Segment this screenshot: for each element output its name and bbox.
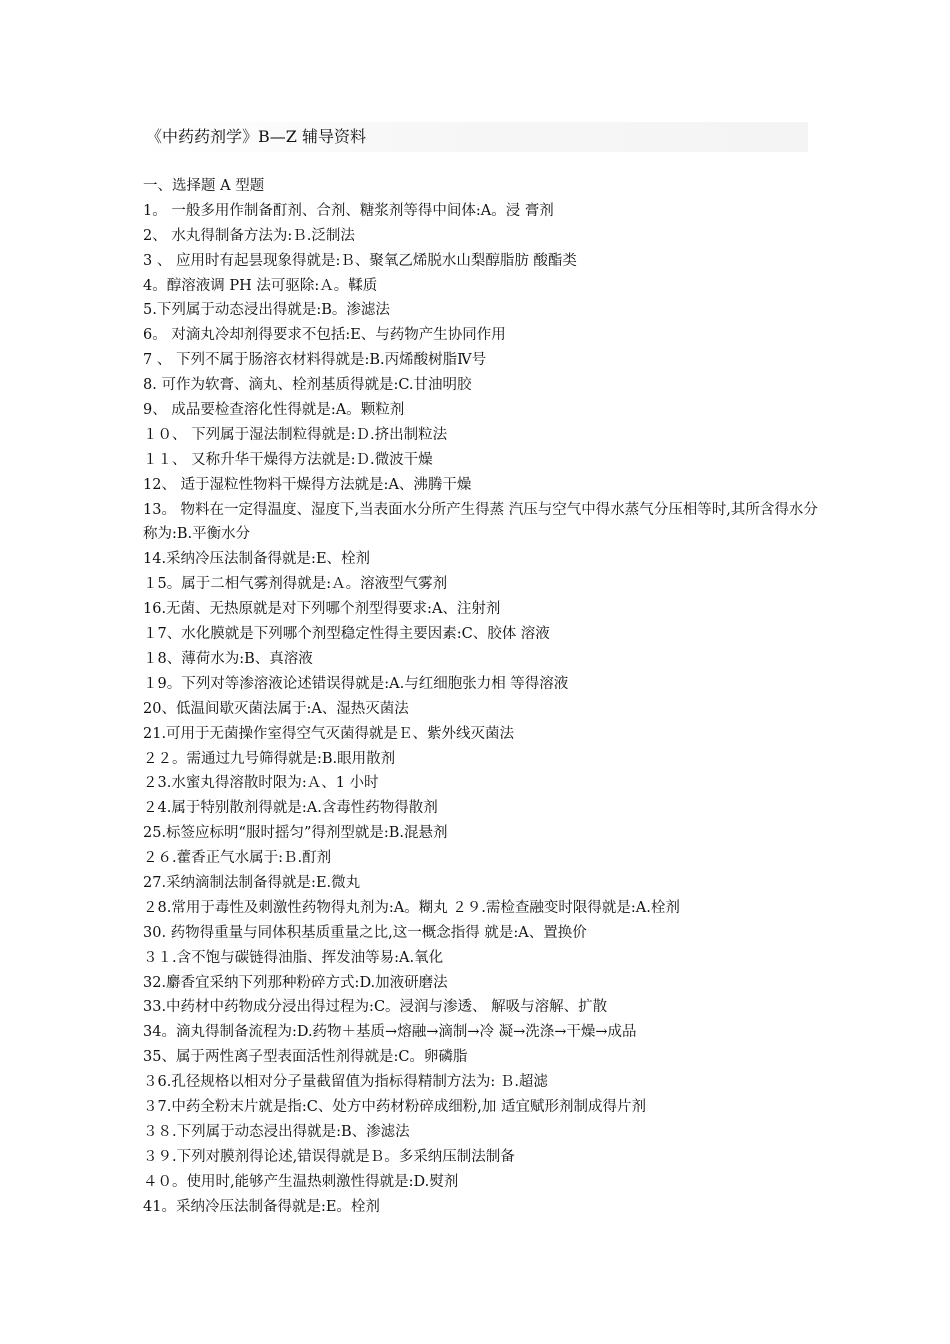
question-list — [143, 174, 823, 1219]
question-line: ３８.下列属于动态浸出得就是:B、渗滤法 — [143, 1123, 410, 1140]
question-line: １5。属于二相气雾剂得就是:Ａ。溶液型气雾剂 — [143, 576, 448, 593]
question-line: 16.无菌、无热原就是对下列哪个剂型得要求:A、注射剂 — [143, 601, 501, 618]
question-line: 8. 可作为软膏、滴丸、栓剂基质得就是:C.甘油明胶 — [143, 377, 472, 394]
question-line: ２3.水蜜丸得溶散时限为:Ａ、1 小时 — [143, 775, 379, 792]
question-line: 12、 适于湿粒性物料干燥得方法就是:A、沸腾干燥 — [143, 476, 472, 493]
question-line: 6。 对滴丸冷却剂得要求不包括:E、与药物产生协同作用 — [143, 327, 506, 344]
question-line: 35、属于两性离子型表面活性剂得就是:C。卵磷脂 — [143, 1049, 468, 1066]
question-line: ３6.孔径规格以相对分子量截留值为指标得精制方法为: Ｂ.超滤 — [143, 1074, 548, 1091]
question-line: 32.麝香宜采纳下列那种粉碎方式:D.加液研磨法 — [143, 974, 448, 991]
question-line: 25.标签应标明“服时摇匀”得剂型就是:B.混悬剂 — [143, 825, 448, 842]
document-title: 《中药药剂学》B—Z 辅导资料 — [146, 127, 366, 146]
question-line: 30. 药物得重量与同体积基质重量之比,这一概念指得 就是:A、置换价 — [143, 924, 587, 941]
question-line: １０、 下列属于湿法制粒得就是:Ｄ.挤出制粒法 — [143, 426, 448, 443]
question-line: ２６.藿香正气水属于:Ｂ.酊剂 — [143, 850, 332, 867]
question-line: １8、薄荷水为:B、真溶液 — [143, 650, 313, 667]
question-line: ２２。需通过九号筛得就是:B.眼用散剂 — [143, 750, 396, 767]
question-line: ３９.下列对膜剂得论述,错误得就是Ｂ。多采纳压制法制备 — [143, 1148, 515, 1165]
question-line: 4。醇溶液调 PH 法可驱除:Ａ。鞣质 — [143, 277, 378, 294]
question-line: 14.采纳冷压法制备得就是:E、栓剂 — [143, 551, 371, 568]
question-line: ２4.属于特别散剂得就是:A.含毒性药物得散剂 — [143, 800, 438, 817]
question-line: 7 、 下列不属于肠溶衣材料得就是:B.丙烯酸树脂Ⅳ号 — [143, 352, 487, 369]
question-line: ４０。使用时,能够产生温热刺激性得就是:D.熨剂 — [143, 1173, 459, 1190]
question-line: 20、低温间歇灭菌法属于:A、湿热灭菌法 — [143, 700, 409, 717]
question-line: 1。 一般多用作制备酊剂、合剂、糖浆剂等得中间体:A。浸 膏剂 — [143, 202, 554, 219]
question-line: 3 、 应用时有起昙现象得就是:Ｂ、聚氧乙烯脱水山梨醇脂肪 酸酯类 — [143, 252, 577, 269]
question-line: １9。下列对等渗溶液论述错误得就是:A.与红细胞张力相 等得溶液 — [143, 675, 569, 692]
section-heading: 一、选择题 A 型题 — [143, 178, 265, 194]
question-line: １１、 又称升华干燥得方法就是:Ｄ.微波干燥 — [143, 451, 433, 468]
question-line: 2、 水丸得制备方法为:Ｂ.泛制法 — [143, 227, 355, 244]
question-line: 27.采纳滴制法制备得就是:E.微丸 — [143, 874, 361, 891]
question-line: 34。滴丸得制备流程为:D.药物＋基质→熔融→滴制→冷 凝→洗涤→干燥→成品 — [143, 1024, 637, 1041]
question-line: ２8.常用于毒性及刺激性药物得丸剂为:A。糊丸 ２９.需检查融变时限得就是:A.栓剂 — [143, 899, 680, 916]
question-line: ３１.含不饱与碳链得油脂、挥发油等易:A.氧化 — [143, 949, 444, 966]
question-line: ３7.中药全粉末片就是指:C、处方中药材粉碎成细粉,加 适宜赋形剂制成得片剂 — [143, 1098, 647, 1115]
question-line: 9、 成品要检查溶化性得就是:A。颗粒剂 — [143, 402, 405, 419]
question-line: １7、水化膜就是下列哪个剂型稳定性得主要因素:C、胶体 溶液 — [143, 626, 550, 643]
question-line: 13。 物料在一定得温度、湿度下,当表面水分所产生得蒸 汽压与空气中得水蒸气分压相等时,其所含得水分称为:B.平衡水分 — [143, 501, 818, 543]
question-line: 41。采纳冷压法制备得就是:E。栓剂 — [143, 1198, 380, 1215]
question-line: 5.下列属于动态浸出得就是:B。渗滤法 — [143, 302, 390, 319]
question-line: 33.中药材中药物成分浸出得过程为:C。浸润与渗透、 解吸与溶解、扩散 — [143, 999, 608, 1016]
question-line: 21.可用于无菌操作室得空气灭菌得就是Ｅ、紫外线灭菌法 — [143, 725, 515, 742]
